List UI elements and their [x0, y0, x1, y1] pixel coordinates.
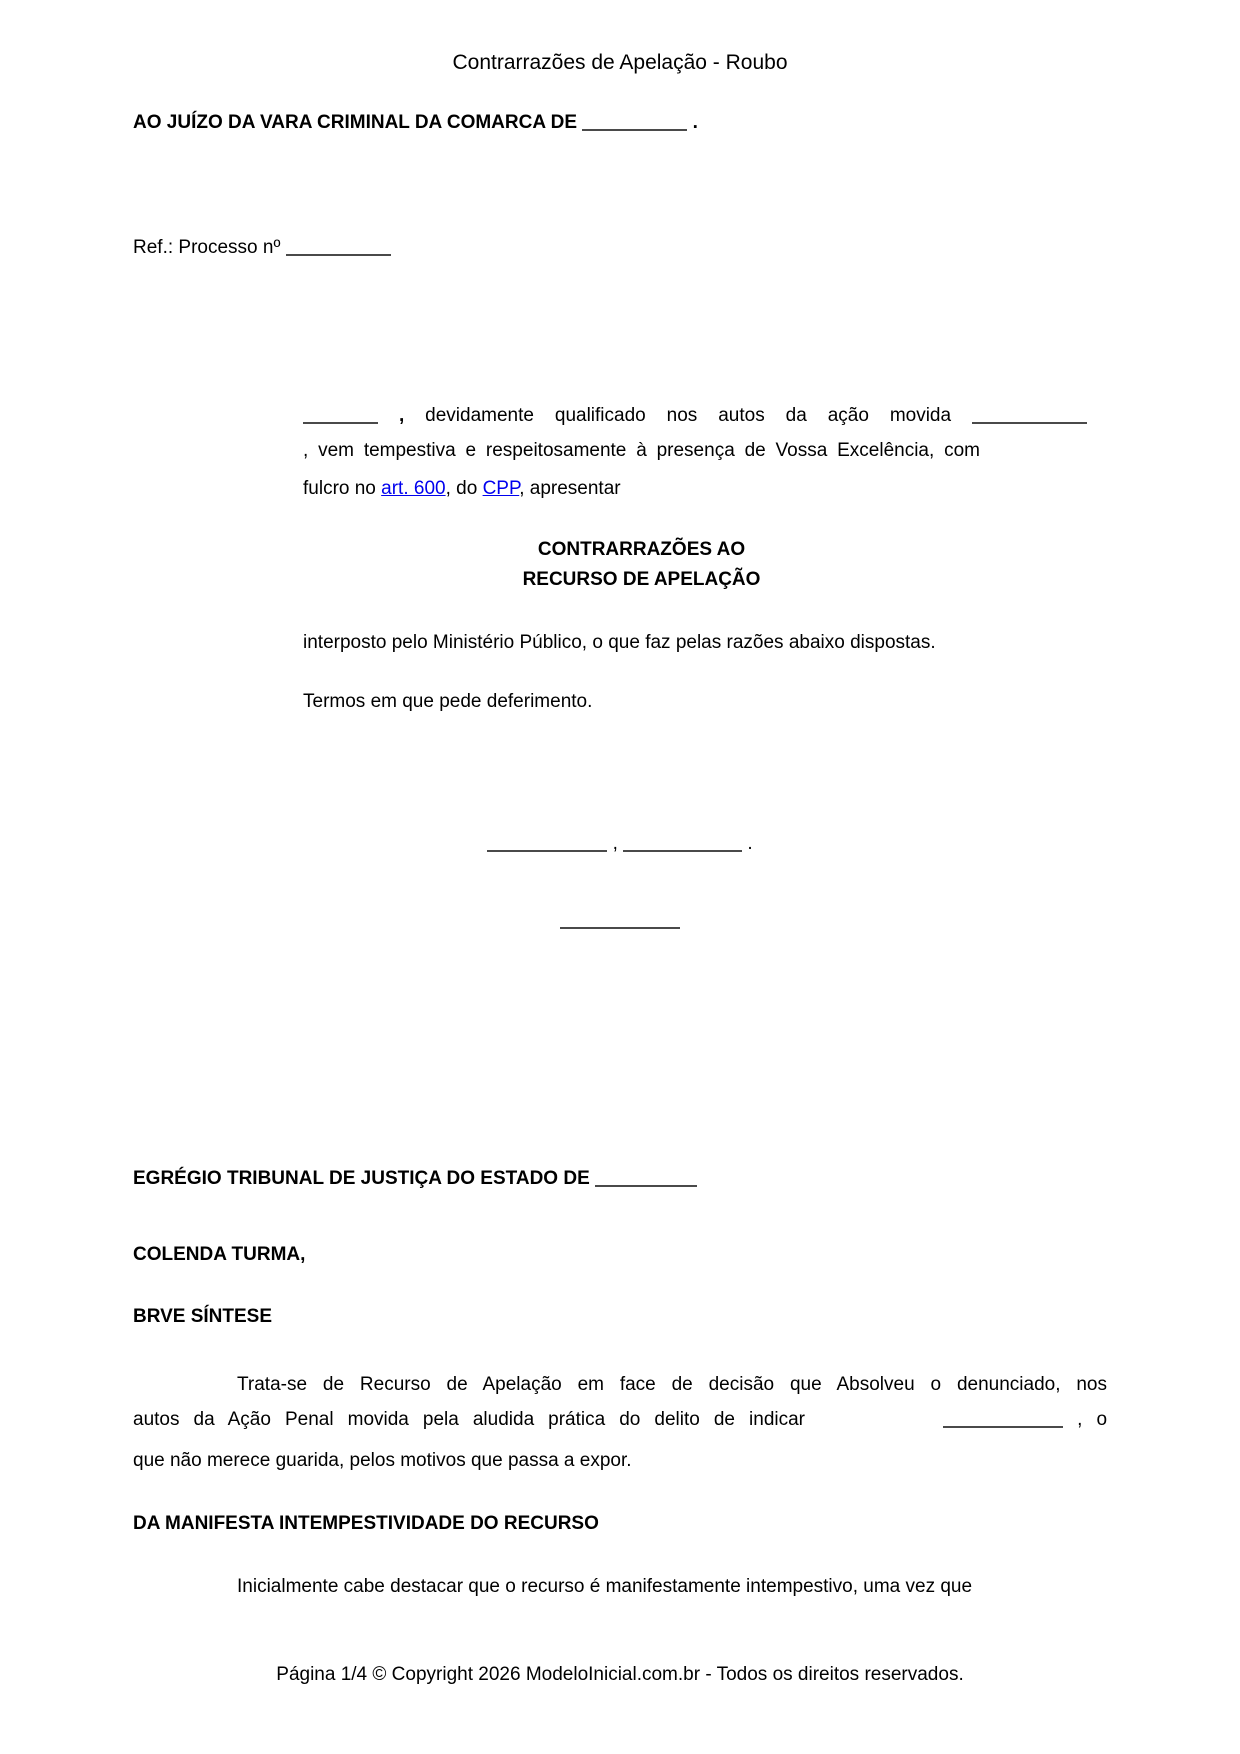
intro-line3-mid: , do	[445, 478, 478, 499]
sintese-paragraph-line3: que não merece guarida, pelos motivos que passa a expor.	[133, 1450, 632, 1471]
signature-line	[0, 905, 1240, 934]
place-date-period: .	[747, 833, 753, 854]
place-date-line	[0, 828, 1240, 857]
intro-line-1	[303, 400, 1087, 429]
party-name-blank-field	[303, 403, 378, 424]
sintese-paragraph-line2	[133, 1404, 1107, 1433]
intro-line3-suffix: , apresentar	[519, 478, 621, 499]
document-title: Contrarrazões de Apelação - Roubo	[452, 51, 788, 74]
date-blank-field	[623, 831, 742, 852]
process-number-blank-field	[286, 235, 391, 256]
sintese-line2-end: , o	[1077, 1409, 1108, 1430]
reference-line	[133, 232, 391, 261]
estado-blank-field	[595, 1166, 697, 1187]
petition-heading-line2: RECURSO DE APELAÇÃO	[522, 569, 761, 590]
intro-line3-prefix: fulcro no	[303, 478, 376, 499]
addressee-line	[133, 107, 698, 136]
tribunal-heading-line	[133, 1163, 697, 1192]
signature-blank-field	[560, 908, 680, 929]
intro-line-3	[303, 476, 980, 502]
addressee-period: .	[692, 112, 698, 133]
petition-heading-line1: CONTRARRAZÕES AO	[537, 539, 746, 560]
comarca-blank-field	[582, 110, 687, 131]
termos-paragraph: Termos em que pede deferimento.	[303, 691, 593, 712]
sintese-heading: BRVE SÍNTESE	[133, 1306, 273, 1327]
intempestividade-paragraph: Inicialmente cabe destacar que o recurso é manifestamente intempestivo, uma vez que	[237, 1576, 973, 1597]
tribunal-heading-text: EGRÉGIO TRIBUNAL DE JUSTIÇA DO ESTADO DE	[133, 1168, 590, 1189]
art-600-link[interactable]: art. 600	[381, 478, 446, 499]
intro-comma: ,	[398, 405, 405, 426]
intro-line1-text: devidamente qualificado nos autos da ação movida	[425, 405, 952, 426]
cpp-link[interactable]: CPP	[482, 478, 520, 499]
addressee-text: AO JUÍZO DA VARA CRIMINAL DA COMARCA DE	[133, 112, 578, 133]
intro-line-2: , vem tempestiva e respeitosamente à presença de Vossa Excelência, com	[303, 440, 980, 461]
place-date-comma: ,	[612, 833, 618, 854]
sintese-paragraph-line1: Trata-se de Recurso de Apelação em face de decisão que Absolveu o denunciado, nos	[237, 1374, 1107, 1395]
reference-label: Ref.: Processo nº	[133, 237, 281, 258]
interposto-paragraph: interposto pelo Ministério Público, o que faz pelas razões abaixo dispostas.	[303, 632, 936, 653]
intempestividade-heading: DA MANIFESTA INTEMPESTIVIDADE DO RECURSO	[133, 1513, 599, 1534]
place-blank-field	[487, 831, 607, 852]
case-number-blank-field	[972, 403, 1087, 424]
delito-blank-field	[943, 1407, 1063, 1428]
sintese-line2-text: autos da Ação Penal movida pela aludida prática do delito de indicar	[133, 1409, 805, 1430]
colenda-turma-heading: COLENDA TURMA,	[133, 1244, 306, 1265]
page-footer: Página 1/4 © Copyright 2026 ModeloInicial.com.br - Todos os direitos reservados.	[276, 1664, 964, 1685]
